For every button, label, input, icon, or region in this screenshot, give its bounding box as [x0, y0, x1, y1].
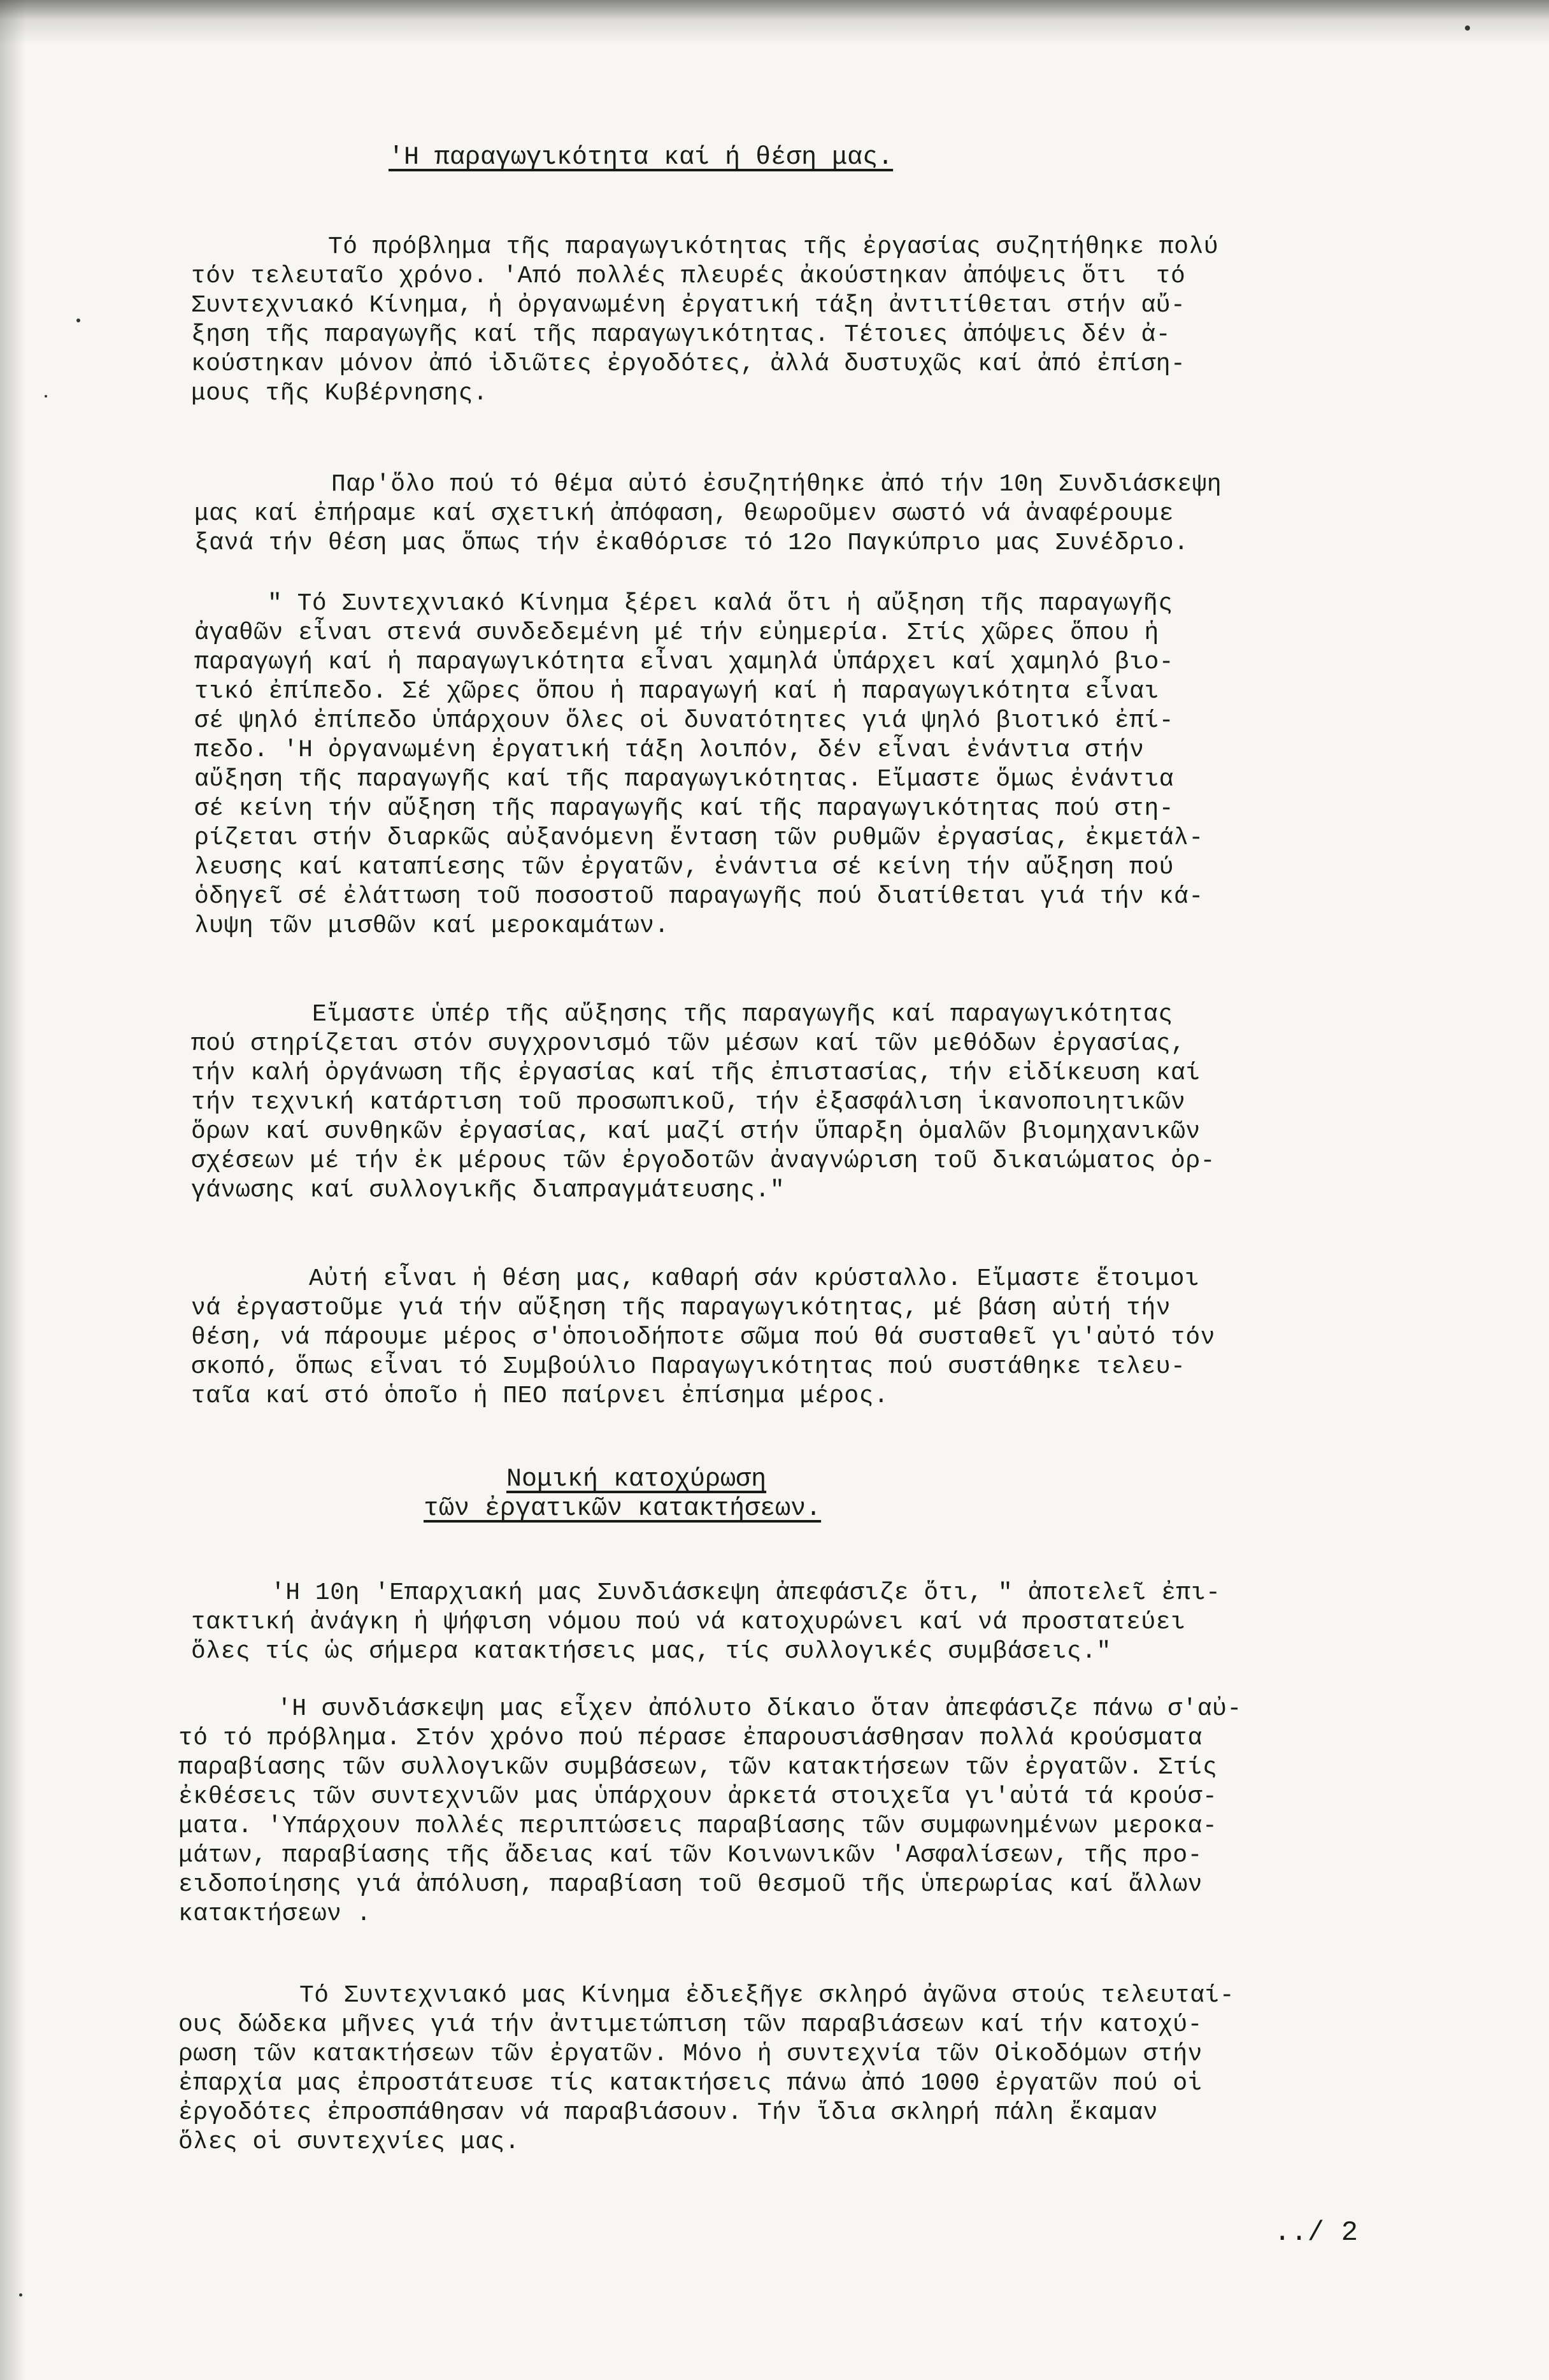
text-line: τακτική ἀνάγκη ἡ ψήφιση νόμου πού νά κατοχυρώνει καί νά προστατεύει — [191, 1609, 1186, 1636]
text-line: Συντεχνιακό Κίνημα, ἡ ὀργανωμένη ἐργατική τάξη ἀντιτίθεται στήν αὔ- — [191, 292, 1186, 319]
text-line: ἐργοδότες ἐπροσπάθησαν νά παραβιάσουν. Τήν ἴδια σκληρή πάλη ἔκαμαν — [178, 2099, 1159, 2126]
text-line: σχέσεων μέ τήν ἐκ μέρους τῶν ἐργοδοτῶν ἀναγνώριση τοῦ δικαιώματος ὀρ- — [191, 1147, 1215, 1175]
text-line: ειδοποίησης γιά ἀπόλυση, παραβίαση τοῦ θεσμοῦ τῆς ὑπερωρίας καί ἄλλων — [178, 1871, 1203, 1898]
text-line: ἐκθέσεις τῶν συντεχνιῶν μας ὑπάρχουν ἀρκετά στοιχεῖα γι'αὐτά τά κρούσ- — [178, 1783, 1218, 1810]
text-line: ὅλες οἱ συντεχνίες μας. — [178, 2128, 520, 2156]
text-line: κατακτήσεων . — [178, 1900, 371, 1928]
text-line: ὅρων καί συνθηκῶν ἐργασίας, καί μαζί στήν ὕπαρξη ὁμαλῶν βιομηχανικῶν — [191, 1118, 1201, 1145]
text-line: ματα. 'Υπάρχουν πολλές περιπτώσεις παραβίασης τῶν συμφωνημένων μεροκα- — [178, 1812, 1218, 1840]
text-line: 'Η συνδιάσκεψη μας εἶχεν ἀπόλυτο δίκαιο ὅταν ἀπεφάσιζε πάνω σ'αὐ- — [277, 1695, 1242, 1723]
scan-edge-shadow-left — [0, 0, 25, 2380]
text-line: ξηση τῆς παραγωγῆς καί τῆς παραγωγικότητας. Τέτοιες ἀπόψεις δέν ἀ- — [191, 321, 1171, 348]
text-line: ρωση τῶν κατακτήσεων τῶν ἐργατῶν. Μόνο ἡ συντεχνία τῶν Οἰκοδόμων στήν — [178, 2040, 1203, 2068]
text-line: μας καί ἐπήραμε καί σχετική ἀπόφαση, θεωροῦμεν σωστό νά ἀναφέρουμε — [194, 500, 1174, 527]
text-line: ὁδηγεῖ σέ ἐλάττωση τοῦ ποσοστοῦ παραγωγῆς πού διατίθεται γιά τήν κά- — [194, 883, 1204, 910]
text-line: πού στηρίζεται στόν συγχρονισμό τῶν μέσων καί τῶν μεθόδων ἐργασίας, — [191, 1030, 1186, 1057]
text-line: Αὐτή εἶναι ἡ θέση μας, καθαρή σάν κρύσταλλο. Εἴμαστε ἕτοιμοι — [309, 1265, 1200, 1293]
scan-speck — [45, 395, 47, 398]
text-line: Τό πρόβλημα τῆς παραγωγικότητας τῆς ἐργασίας συζητήθηκε πολύ — [328, 233, 1219, 261]
text-line: τικό ἐπίπεδο. Σέ χῶρες ὅπου ἡ παραγωγή καί ἡ παραγωγικότητα εἶναι — [194, 678, 1159, 705]
text-line: σκοπό, ὅπως εἶναι τό Συμβούλιο Παραγωγικότητας πού συστάθηκε τελευ- — [191, 1353, 1186, 1380]
text-line: σέ κείνη τήν αὔξηση τῆς παραγωγῆς καί τῆς παραγωγικότητας πού στη- — [194, 795, 1174, 822]
text-line: θέση, νά πάρουμε μέρος σ'ὁποιοδήποτε σῶμα πού θά συσταθεῖ γι'αὐτό τόν — [191, 1324, 1215, 1351]
text-line: αὔξηση τῆς παραγωγῆς καί τῆς παραγωγικότητας. Εἴμαστε ὅμως ἐνάντια — [194, 766, 1174, 793]
text-line: παραβίασης τῶν συλλογικῶν συμβάσεων, τῶν κατακτήσεων τῶν ἐργατῶν. Στίς — [178, 1754, 1218, 1781]
text-line: ἐπαρχία μας ἐπροστάτευσε τίς κατακτήσεις πάνω ἀπό 1000 ἐργατῶν πού οἱ — [178, 2070, 1203, 2097]
text-line: τήν καλή ὀργάνωση τῆς ἐργασίας καί τῆς ἐπιστασίας, τήν εἰδίκευση καί — [191, 1059, 1201, 1087]
text-line: ξανά τήν θέση μας ὅπως τήν ἐκαθόρισε τό 12ο Παγκύπριο μας Συνέδριο. — [194, 529, 1189, 557]
section-heading-legal-protection-line2: τῶν ἐργατικῶν κατακτήσεων. — [424, 1495, 822, 1523]
text-line: γάνωσης καί συλλογικῆς διαπραγμάτευσης." — [191, 1177, 785, 1204]
text-line: ὅλες τίς ὡς σήμερα κατακτήσεις μας, τίς συλλογικές συμβάσεις." — [191, 1638, 1111, 1665]
text-line: Τό Συντεχνιακό μας Κίνημα ἐδιεξῆγε σκληρό ἀγῶνα στούς τελευταί- — [299, 1982, 1235, 2009]
text-line: Εἴμαστε ὑπέρ τῆς αὔξησης τῆς παραγωγῆς καί παραγωγικότητας — [312, 1001, 1173, 1028]
text-line: πεδο. 'Η ὀργανωμένη ἐργατική τάξη λοιπόν, δέν εἶναι ἐνάντια στήν — [194, 736, 1145, 764]
text-line: Παρ'ὅλο πού τό θέμα αὐτό ἐσυζητήθηκε ἀπό τήν 10η Συνδιάσκεψη — [331, 471, 1222, 498]
section-heading-productivity: 'Η παραγωγικότητα καί ή θέση μας. — [389, 143, 894, 172]
text-line: κούστηκαν μόνον ἀπό ἰδιῶτες ἐργοδότες, ἀλλά δυστυχῶς καί ἀπό ἐπίση- — [191, 350, 1186, 378]
scan-edge-shadow-top — [0, 0, 1549, 45]
text-line: ταῖα καί στό ὁποῖο ἡ ΠΕΟ παίρνει ἐπίσημα μέρος. — [191, 1382, 889, 1410]
scan-speck — [1465, 25, 1470, 31]
text-line: λυψη τῶν μισθῶν καί μεροκαμάτων. — [194, 912, 669, 940]
text-line: σέ ψηλό ἐπίπεδο ὑπάρχουν ὅλες οἱ δυνατότητες γιά ψηλό βιοτικό ἐπί- — [194, 707, 1174, 735]
text-line: μους τῆς Κυβέρνησης. — [191, 380, 489, 407]
text-line: ρίζεται στήν διαρκῶς αὐξανόμενη ἔνταση τῶν ρυθμῶν ἐργασίας, ἐκμετάλ- — [194, 824, 1204, 852]
text-line: λευσης καί καταπίεσης τῶν ἐργατῶν, ἐνάντια σέ κείνη τήν αὔξηση πού — [194, 854, 1174, 881]
text-line: νά ἐργαστοῦμε γιά τήν αὔξηση τῆς παραγωγικότητας, μέ βάση αὐτή τήν — [191, 1294, 1171, 1322]
text-line: ους δώδεκα μῆνες γιά τήν ἀντιμετώπιση τῶν παραβιάσεων καί τήν κατοχύ- — [178, 2011, 1203, 2039]
scan-speck — [19, 2293, 22, 2297]
text-line: μάτων, παραβίασης τῆς ἄδειας καί τῶν Κοινωνικῶν 'Ασφαλίσεων, τῆς προ- — [178, 1842, 1203, 1869]
text-line: " Τό Συντεχνιακό Κίνημα ξέρει καλά ὅτι ἡ αὔξηση τῆς παραγωγῆς — [268, 590, 1173, 617]
scan-speck — [76, 319, 80, 322]
text-line: ἀγαθῶν εἶναι στενά συνδεδεμένη μέ τήν εὐημερία. Στίς χῶρες ὅπου ἡ — [194, 619, 1159, 647]
text-line: 'Η 10η 'Επαρχιακή μας Συνδιάσκεψη ἀπεφάσιζε ὅτι, " ἀποτελεῖ ἐπι- — [271, 1579, 1221, 1607]
section-heading-legal-protection: Νομική κατοχύρωση — [506, 1465, 767, 1494]
text-line: τό τό πρόβλημα. Στόν χρόνο πού πέρασε ἐπαρουσιάσθησαν πολλά κρούσματα — [178, 1724, 1203, 1752]
page-continuation-marker: ../ 2 — [1274, 2217, 1359, 2249]
text-line: τήν τεχνική κατάρτιση τοῦ προσωπικοῦ, τήν ἐξασφάλιση ἱκανοποιητικῶν — [191, 1089, 1186, 1116]
text-line: τόν τελευταῖο χρόνο. 'Από πολλές πλευρές ἀκούστηκαν ἀπόψεις ὅτι τό — [191, 262, 1186, 290]
text-line: παραγωγή καί ἡ παραγωγικότητα εἶναι χαμηλά ὑπάρχει καί χαμηλό βιο- — [194, 649, 1174, 676]
